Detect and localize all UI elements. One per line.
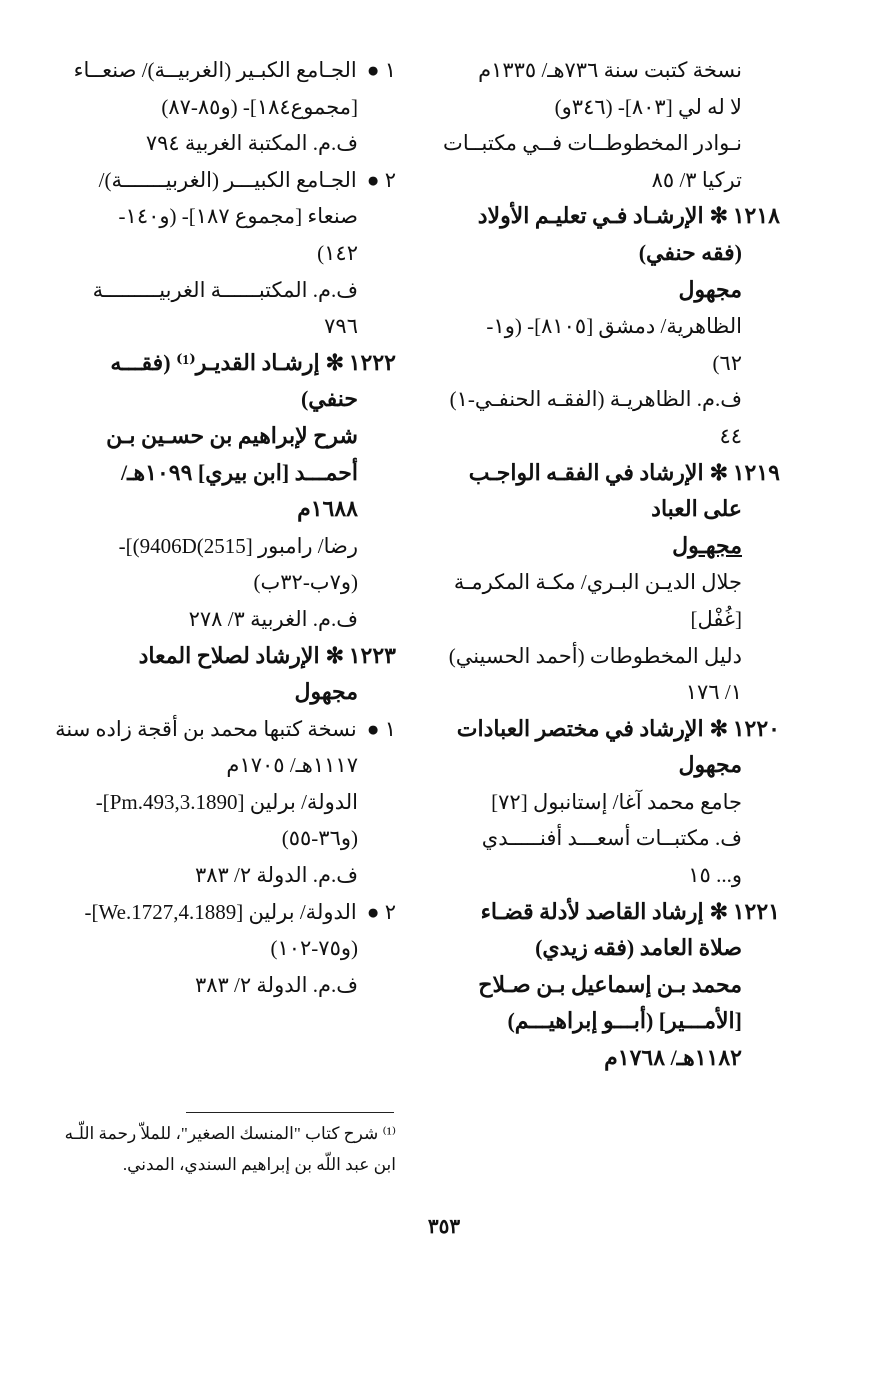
line-text: تركيا ٣/ ٨٥ [651, 167, 742, 192]
bullet-number: ١ ● [366, 58, 396, 82]
text-line [448, 272, 780, 309]
line-text: نـوادر المخطوطــات فــي مكتبــات [443, 131, 742, 156]
left-column [55, 52, 396, 1003]
line-text: الجـامع الكبيـــر (الغربيـــــــة)/ [98, 167, 357, 192]
entry-number: ١٢٢٣ [348, 642, 396, 668]
line-text: (و٣٦-٥٥) [281, 826, 358, 851]
line-text: مجهول [678, 276, 742, 302]
footnote-separator [186, 1112, 394, 1113]
footnote-line: ⁽¹⁾ شرح كتاب "المنسك الصغير"، للملاّ رحمة اللّـه [64, 1124, 396, 1143]
text-line [448, 528, 780, 565]
text-line [60, 857, 396, 894]
line-text: الجـامع الكبـير (الغربيــة)/ صنعــاء [73, 58, 357, 82]
text-line [60, 967, 396, 1004]
entry-number: ١٢١٩ [732, 459, 780, 485]
line-text: (و٧ب-٣٢ب) [253, 570, 358, 595]
text-line [448, 857, 780, 894]
line-text: ٧٩٦ [324, 314, 358, 339]
line-text: صنعاء [مجموع ١٨٧]- (و١٤٠- [118, 204, 358, 229]
manuscript-copy [55, 711, 396, 748]
text-line [448, 601, 780, 638]
line-text: نسخة كتبت سنة ٧٣٦هـ/ ١٣٣٥م [478, 58, 742, 82]
asterisk-mark-icon: ✻ [709, 898, 728, 924]
text-line [60, 674, 396, 711]
footnote [60, 1118, 396, 1180]
line-text: ٤٤ [719, 423, 742, 448]
line-text: الإرشـاد فـي تعليـم الأولاد [477, 203, 704, 229]
line-text: ف.م. المكتبــــــة الغربيـــــــــة [92, 277, 358, 302]
line-text: على العباد [651, 496, 742, 522]
text-line [448, 491, 780, 528]
text-line [60, 308, 396, 345]
line-text: حنفي) [300, 386, 358, 412]
line-text: نسخة كتبها محمد بن أقجة زاده سنة [55, 716, 357, 741]
text-line [60, 235, 396, 272]
line-text: ف.م. الغربية ٣/ ٢٧٨ [188, 606, 358, 631]
line-text: ف.م. الدولة ٢/ ٣٨٣ [194, 863, 358, 888]
text-line [60, 820, 396, 857]
line-text: محمد بـن إسماعيل بـن صـلاح [478, 971, 742, 997]
text-line [448, 674, 780, 711]
text-line [448, 418, 780, 455]
text-line [448, 89, 780, 126]
line-text: مجهول [294, 679, 358, 705]
line-text: لا له لي [٨٠٣]- (٣٤٦و) [554, 94, 742, 119]
text-line [448, 820, 780, 857]
text-line [448, 967, 780, 1004]
entry-number: ١٢١٨ [732, 203, 780, 229]
entry-heading [448, 198, 780, 235]
line-text: ف. مكتبــات أسعـــد أفنـــــدي [481, 826, 742, 851]
manuscript-copy [60, 52, 396, 89]
text-line [60, 455, 396, 492]
text-line [60, 125, 396, 162]
text-line [60, 198, 396, 235]
line-text: إرشـاد القديـر⁽¹⁾ (فقـــه [110, 349, 320, 375]
text-line [60, 272, 396, 309]
line-text: دليل المخطوطات (أحمد الحسيني) [448, 643, 742, 668]
line-text: جامع محمد آغا/ إستانبول [٧٢] [491, 789, 742, 814]
line-text: ١١١٧هـ/ ١٧٠٥م [226, 753, 358, 778]
line-text: رضا/ رامبور [2515)9406D)]- [118, 533, 358, 558]
entry-heading [60, 345, 396, 382]
text-line [60, 564, 396, 601]
asterisk-mark-icon: ✻ [325, 349, 344, 375]
entry-number: ١٢٢٠ [732, 715, 780, 741]
line-text: ١٤٢) [317, 240, 358, 265]
text-line [60, 747, 396, 784]
line-text: الإرشاد لصلاح المعاد [138, 642, 320, 668]
line-text: ف.م. الظاهريـة (الفقـه الحنفـي-١) [449, 387, 742, 412]
line-text: ١٦٨٨م [297, 496, 358, 522]
entry-number: ١٢٢١ [732, 898, 780, 924]
manuscript-copy [60, 162, 396, 199]
line-text: الإرشاد في الفقـه الواجـب [468, 459, 704, 485]
text-line [448, 308, 780, 345]
text-line [448, 52, 780, 89]
line-text: [مجموع١٨٤]- (و٨٥-٨٧) [161, 94, 358, 119]
text-line [60, 418, 396, 455]
line-text: ١١٨٢هـ/ ١٧٦٨م [604, 1045, 742, 1071]
line-text: إرشاد القاصد لأدلة قضـاء [480, 898, 704, 924]
asterisk-mark-icon: ✻ [709, 715, 728, 741]
line-text: (و٧٥-١٠٢) [270, 936, 358, 961]
bullet-number: ١ ● [366, 716, 396, 741]
bullet-number: ٢ ● [366, 899, 396, 924]
line-text: شرح لإبراهيم بن حسـين بـن [106, 422, 358, 448]
text-line [60, 89, 396, 126]
line-text: الدولة/ برلين [1890.Pm.493,3]- [95, 789, 358, 814]
right-column [443, 52, 780, 1077]
asterisk-mark-icon: ✻ [709, 203, 728, 229]
line-text: الظاهرية/ دمشق [٨١٠٥]- (و١- [486, 314, 742, 339]
text-line [448, 564, 780, 601]
text-line [60, 784, 396, 821]
line-text: (فقه حنفي) [638, 239, 742, 265]
text-line [448, 162, 780, 199]
line-text: ٦٢) [712, 350, 742, 375]
line-text: صلاة العامد (فقه زيدي) [535, 935, 742, 961]
text-line [448, 638, 780, 675]
entry-heading [60, 638, 396, 675]
asterisk-mark-icon: ✻ [709, 459, 728, 485]
text-line [60, 601, 396, 638]
line-text: جلال الديـن البـري/ مكـة المكرمـة [453, 570, 742, 595]
text-line [448, 784, 780, 821]
text-line [60, 381, 396, 418]
text-line [60, 491, 396, 528]
line-text: ف.م. المكتبة الغربية ٧٩٤ [145, 131, 358, 156]
footnote-line: ابن عبد اللّه بن إبراهيم السندي، المدني. [122, 1155, 396, 1174]
text-line [448, 930, 780, 967]
line-text: مجهـول [672, 532, 742, 558]
asterisk-mark-icon: ✻ [325, 642, 344, 668]
entry-heading [448, 455, 780, 492]
line-text: الدولة/ برلين [1889.We.1727,4]- [84, 899, 357, 924]
text-line [448, 1040, 780, 1077]
line-text: [الأمـــير] (أبـــو إبراهيـــم) [507, 1008, 742, 1034]
page-number: ٣٥٣ [427, 1216, 461, 1238]
entry-number: ١٢٢٢ [348, 349, 396, 375]
entry-heading [448, 894, 780, 931]
entry-heading [448, 711, 780, 748]
line-text: ف.م. الدولة ٢/ ٣٨٣ [194, 972, 358, 997]
text-line [60, 930, 396, 967]
text-line [443, 125, 780, 162]
text-line [448, 1003, 780, 1040]
text-line [448, 345, 780, 382]
line-text: الإرشاد في مختصر العبادات [456, 715, 704, 741]
manuscript-copy [60, 894, 396, 931]
text-line [448, 747, 780, 784]
line-text: و... ١٥ [688, 863, 742, 888]
line-text: أحمـــد [ابن بيري] ١٠٩٩هـ/ [120, 459, 358, 485]
text-line [60, 528, 396, 565]
line-text: [غُفْل] [690, 606, 742, 631]
line-text: مجهول [678, 752, 742, 778]
bullet-number: ٢ ● [366, 167, 396, 192]
line-text: ١/ ١٧٦ [685, 680, 742, 705]
text-line [448, 235, 780, 272]
text-line [448, 381, 780, 418]
